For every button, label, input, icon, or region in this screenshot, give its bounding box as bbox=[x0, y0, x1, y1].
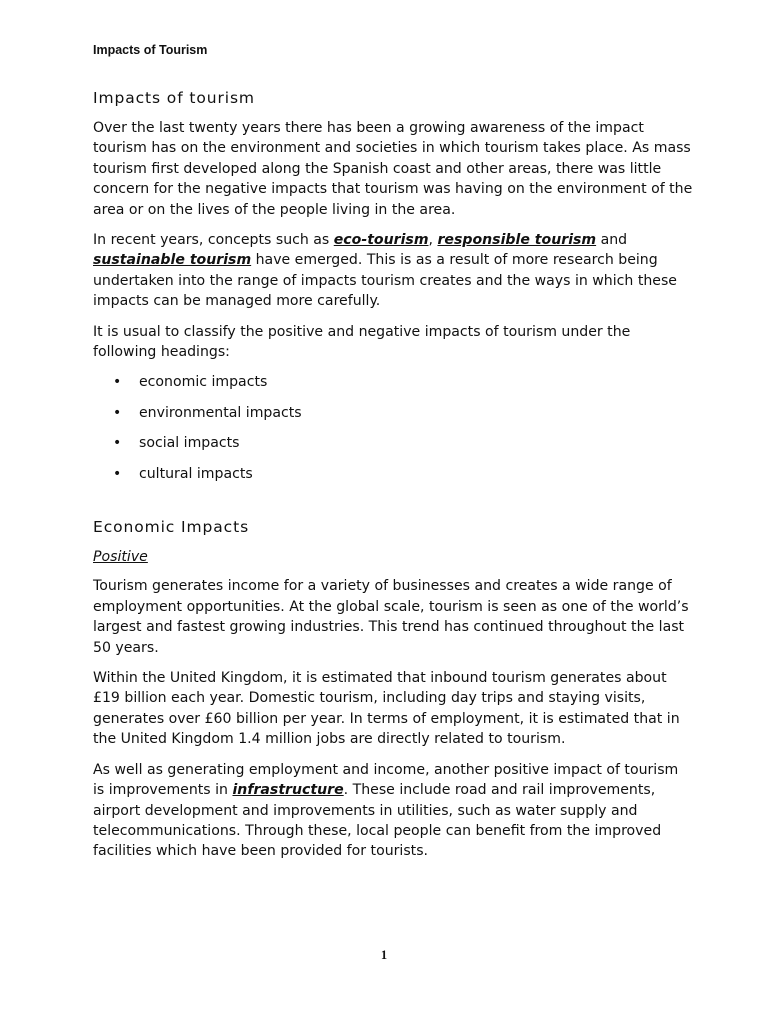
paragraph-uk-figures: Within the United Kingdom, it is estimated that inbound tourism generates about £19 billion each year. Domestic tourism, including day trips and staying visits, generates over £60 billion per year. In terms of employment, it is estimated that in the United Kingdom 1.4 million jobs are directly related to tourism. bbox=[93, 670, 680, 748]
paragraph-text: and bbox=[596, 232, 628, 249]
bullet-icon: • bbox=[113, 465, 122, 482]
bullet-icon: • bbox=[113, 374, 122, 391]
paragraph-text: , bbox=[428, 232, 438, 249]
paragraph-classification: It is usual to classify the positive and negative impacts of tourism under the following headings: bbox=[93, 323, 631, 361]
paragraph-text: have emerged. This is as a result of more research being undertaken into the range of impacts tourism creates and the ways in which these impacts can be managed more carefully. bbox=[93, 252, 677, 310]
section-heading-economic-impacts: Economic Impacts bbox=[93, 518, 250, 537]
term-eco-tourism: eco-tourism bbox=[333, 232, 429, 249]
paragraph-income: Tourism generates income for a variety of businesses and creates a wide range of employment opportunities. At the global scale, tourism is seen as one of the world’s largest and fastest growing industries. This trend has continued throughout the last 50 years. bbox=[93, 578, 689, 656]
impacts-list bbox=[93, 372, 693, 494]
list-item bbox=[93, 372, 693, 402]
term-responsible-tourism: responsible tourism bbox=[437, 232, 597, 249]
list-item-label: environmental impacts bbox=[139, 404, 302, 421]
list-item bbox=[93, 403, 693, 433]
bullet-icon: • bbox=[113, 404, 122, 421]
page-number: 1 bbox=[380, 948, 388, 962]
term-sustainable-tourism: sustainable tourism bbox=[93, 252, 252, 269]
list-item-label: cultural impacts bbox=[139, 465, 253, 482]
list-item bbox=[93, 464, 693, 494]
paragraph-awareness: Over the last twenty years there has been a growing awareness of the impact tourism has on the environment and societies in which tourism takes place. As mass tourism first developed along the Spanish coast and other areas, there was little concern for the negative impacts that tourism was having on the environment of the area or on the lives of the people living in the area. bbox=[93, 120, 693, 218]
list-item-label: economic impacts bbox=[139, 374, 268, 391]
subheading-positive: Positive bbox=[93, 549, 148, 566]
paragraph-text: As well as generating employment and income, another positive impact of tourism is improvements in bbox=[93, 761, 679, 799]
list-item bbox=[93, 433, 693, 463]
list-item-label: social impacts bbox=[139, 435, 240, 452]
paragraph-concepts bbox=[93, 230, 693, 312]
paragraph-text: In recent years, concepts such as bbox=[93, 232, 334, 249]
document-body bbox=[93, 87, 693, 872]
bullet-icon: • bbox=[113, 435, 122, 452]
running-header: Impacts of Tourism bbox=[93, 43, 208, 57]
section-heading-impacts-of-tourism: Impacts of tourism bbox=[93, 89, 255, 107]
paragraph-text: . These include road and rail improvements, airport development and improvements in utilities, such as water supply and telecommunications. Through these, local people can benefit from the improved facilities which have been provided for tourists. bbox=[93, 782, 662, 860]
paragraph-infrastructure bbox=[93, 760, 693, 862]
term-infrastructure: infrastructure bbox=[232, 782, 344, 799]
